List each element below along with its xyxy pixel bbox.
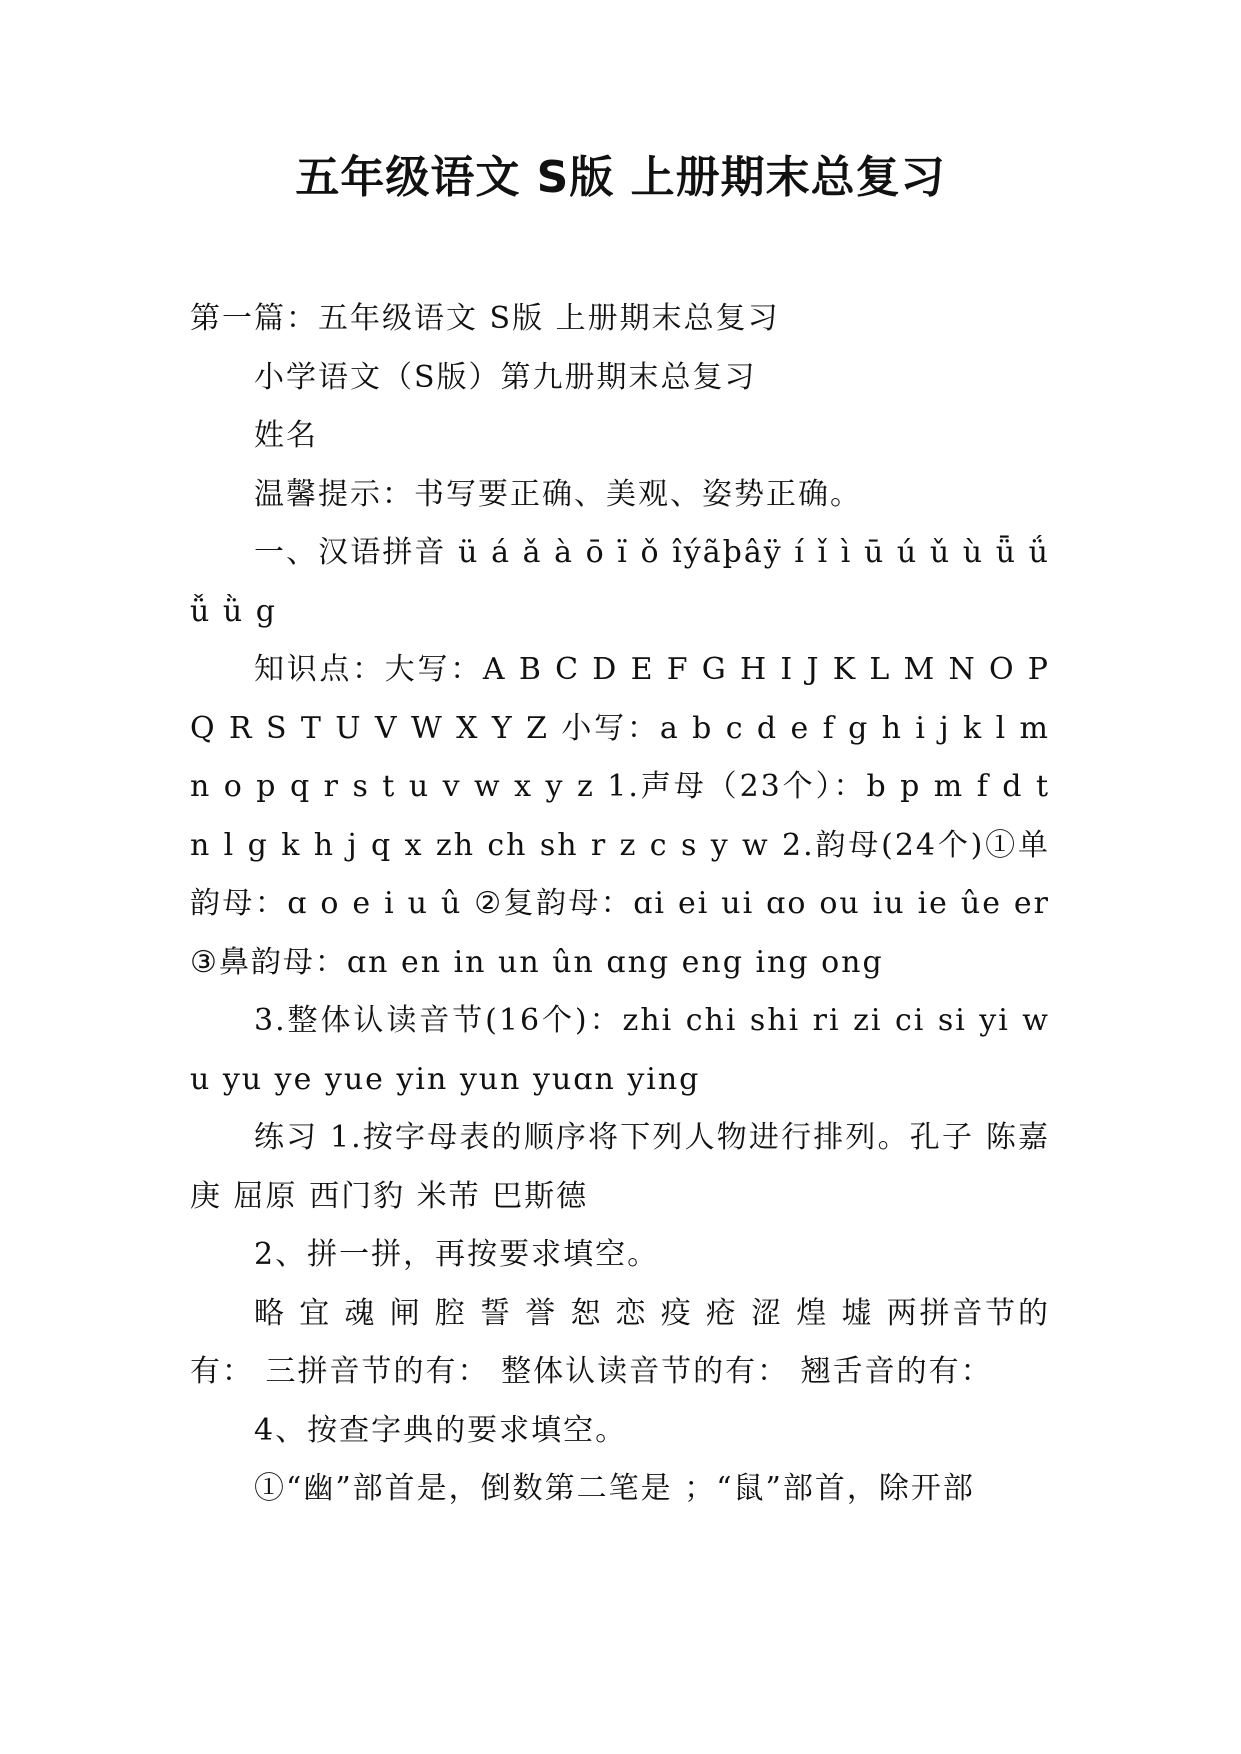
paragraph-exercise-2-content: 略 宜 魂 闸 腔 誓 誉 恕 恋 疫 疮 涩 煌 墟 两拼音节的有： 三拼音节的有： 整体认读音节的有： 翘舌音的有： [190, 1295, 1050, 1389]
paragraph-section-heading: 第一篇：五年级语文 S版 上册期末总复习 [190, 301, 780, 336]
paragraph-name-line: 姓名 [254, 418, 318, 453]
paragraph-subtitle: 小学语文（S版）第九册期末总复习 [254, 359, 757, 395]
paragraph-knowledge-points: 知识点：大写：A B C D E F G H I J K L M N O P Q R S T U V W X Y Z 小写：a b c d e f g h i j k l m n o p q r s t u v w x y z 1.声母（23个）：b p m f d t n l g k h j q x zh ch sh r z c s y w 2.韵母(24个)①单韵母：ɑ o e i u û ②复韵母：ɑi ei ui ɑo ou iu ie ûe er ③鼻韵母：ɑn en in un ûn ɑng eng ing ong [190, 652, 1050, 980]
paragraph-exercise-4-heading: 4、按查字典的要求填空。 [254, 1412, 628, 1448]
document-body [190, 290, 1050, 1519]
paragraph-syllables: 3.整体认读音节(16个)：zhi chi shi ri zi ci si yi wu yu ye yue yin yun yuɑn ying [190, 1003, 1050, 1097]
paragraph-pinyin: 一、汉语拼音 ü á ǎ à ō ï ǒ îýãþâÿ í ǐ ì ū ú ǔ ù ǖ ǘ ǚ ǜ g [190, 535, 1050, 629]
paragraph-exercise-2-heading: 2、拼一拼，再按要求填空。 [254, 1237, 660, 1272]
paragraph-exercise-4-content: ①“幽”部首是，倒数第二笔是 ；“鼠”部首，除开部 [254, 1471, 975, 1506]
paragraph-exercise-1: 练习 1.按字母表的顺序将下列人物进行排列。孔子 陈嘉庚 屈原 西门豹 米芾 巴斯德 [190, 1120, 1050, 1214]
paragraph-tip: 温馨提示：书写要正确、美观、姿势正确。 [254, 476, 862, 512]
document-title: 五年级语文 S版 上册期末总复习 [295, 152, 946, 203]
